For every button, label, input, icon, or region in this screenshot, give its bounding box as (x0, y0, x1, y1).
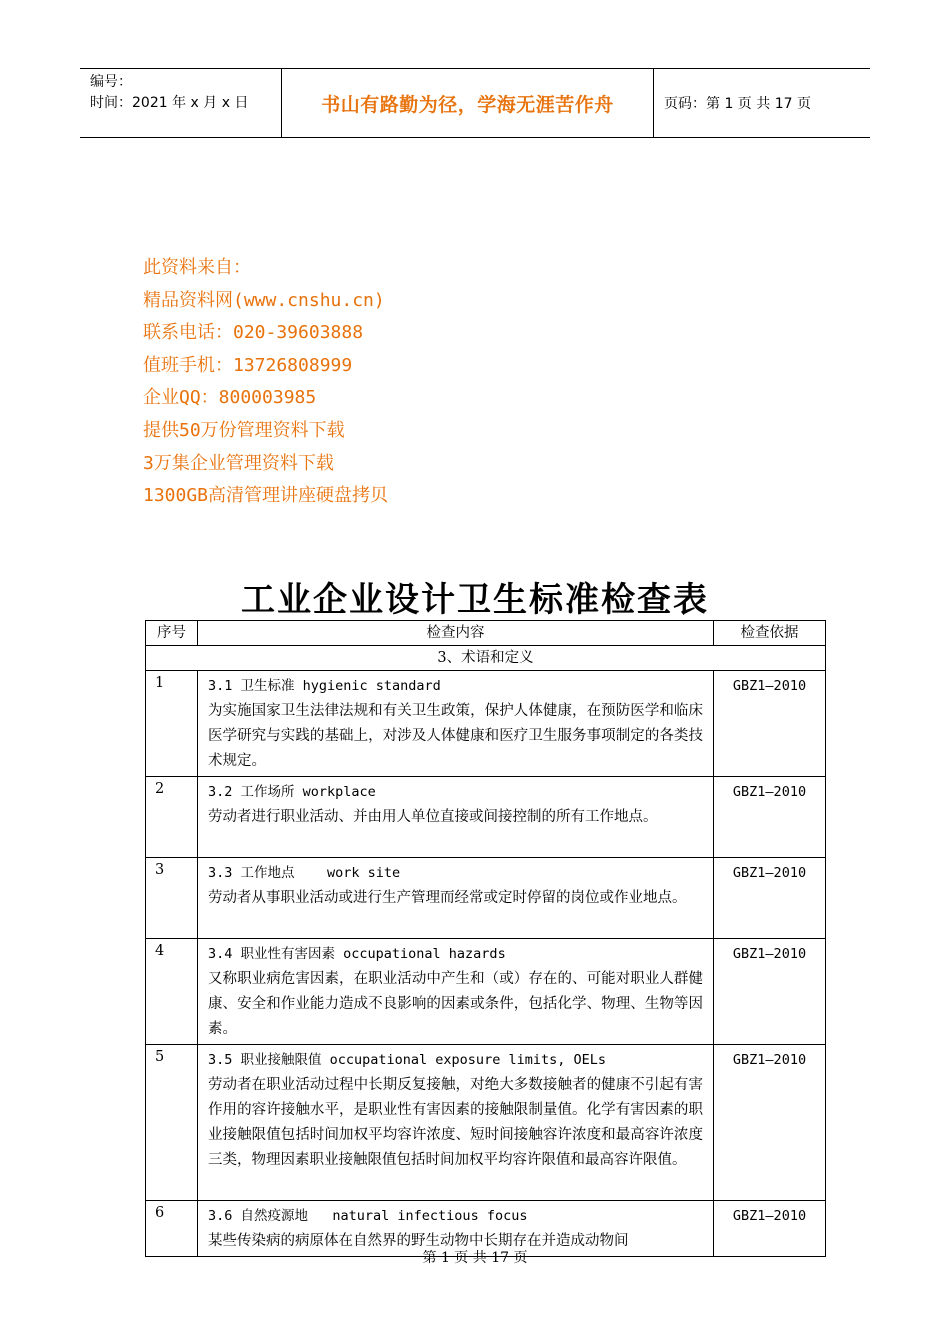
page-footer: 第 1 页 共 17 页 (422, 1250, 528, 1266)
row-content (198, 671, 714, 777)
table-row (146, 777, 826, 858)
row-content (198, 777, 714, 858)
row-number: 1 (146, 671, 198, 777)
row-basis: GBZ1—2010 (714, 858, 826, 939)
promo-line: 值班手机：13726808999 (143, 354, 353, 376)
row-number: 4 (146, 939, 198, 1045)
row-basis: GBZ1—2010 (714, 671, 826, 777)
doc-code-label: 编号： (90, 74, 132, 90)
term-definition: 为实施国家卫生法律法规和有关卫生政策，保护人体健康，在预防医学和临床医学研究与实践的基础上，对涉及人体健康和医疗卫生服务事项制定的各类技术规定。 (208, 703, 703, 769)
row-number: 6 (146, 1201, 198, 1257)
row-basis: GBZ1—2010 (714, 939, 826, 1045)
table-row (146, 858, 826, 939)
term-definition: 劳动者在职业活动过程中长期反复接触，对绝大多数接触者的健康不引起有害作用的容许接触水平，是职业性有害因素的接触限制量值。化学有害因素的职业接触限值包括时间加权平均容许浓度、短时间接触容许浓度和最高容许浓度三类，物理因素职业接触限值包括时间加权平均容许限值和最高容许限值。 (208, 1077, 703, 1168)
promo-line: 精品资料网(www.cnshu.cn) (143, 289, 385, 311)
promo-line: 企业QQ：800003985 (143, 387, 317, 409)
term-definition: 某些传染病的病原体在自然界的野生动物中长期存在并造成动物间 (208, 1233, 629, 1249)
row-number: 5 (146, 1045, 198, 1201)
table-row (146, 939, 826, 1045)
row-number: 2 (146, 777, 198, 858)
document-title: 工业企业设计卫生标准检查表 (241, 580, 709, 620)
promo-block (143, 252, 388, 513)
row-content (198, 1045, 714, 1201)
header-motto: 书山有路勤为径，学海无涯苦作舟 (282, 69, 654, 137)
term-heading: 3.1 卫生标准 hygienic standard (208, 678, 441, 694)
term-heading: 3.3 工作地点 work site (208, 865, 401, 881)
term-heading: 3.5 职业接触限值 occupational exposure limits, OELs (208, 1052, 606, 1068)
promo-line: 此资料来自： (143, 257, 251, 278)
row-number: 3 (146, 858, 198, 939)
term-definition: 劳动者从事职业活动或进行生产管理而经常或定时停留的岗位或作业地点。 (208, 890, 687, 906)
doc-time-label: 时间：2021 年 x 月 x 日 (90, 95, 249, 111)
row-content (198, 858, 714, 939)
row-content (198, 939, 714, 1045)
checklist-table (145, 620, 826, 1257)
row-basis: GBZ1—2010 (714, 1201, 826, 1257)
table-header-row (146, 621, 826, 646)
promo-line: 提供50万份管理资料下载 (143, 419, 345, 441)
promo-line: 3万集企业管理资料下载 (143, 452, 334, 474)
section-title: 3、术语和定义 (146, 646, 826, 671)
term-heading: 3.2 工作场所 workplace (208, 784, 376, 800)
page-header (80, 68, 870, 138)
column-header-basis: 检查依据 (714, 621, 826, 646)
header-page-info: 页码：第 1 页 共 17 页 (664, 96, 811, 112)
row-basis: GBZ1—2010 (714, 777, 826, 858)
term-heading: 3.6 自然疫源地 natural infectious focus (208, 1208, 528, 1224)
column-header-no: 序号 (146, 621, 198, 646)
promo-line: 联系电话：020-39603888 (143, 322, 364, 344)
header-meta (80, 69, 282, 137)
term-definition: 劳动者进行职业活动、并由用人单位直接或间接控制的所有工作地点。 (208, 809, 658, 825)
column-header-content: 检查内容 (198, 621, 714, 646)
term-definition: 又称职业病危害因素，在职业活动中产生和（或）存在的、可能对职业人群健康、安全和作业能力造成不良影响的因素或条件，包括化学、物理、生物等因素。 (208, 971, 703, 1037)
section-row (146, 646, 826, 671)
table-row (146, 1045, 826, 1201)
promo-line: 1300GB高清管理讲座硬盘拷贝 (143, 485, 389, 507)
term-heading: 3.4 职业性有害因素 occupational hazards (208, 946, 506, 962)
row-basis: GBZ1—2010 (714, 1045, 826, 1201)
table-row (146, 671, 826, 777)
